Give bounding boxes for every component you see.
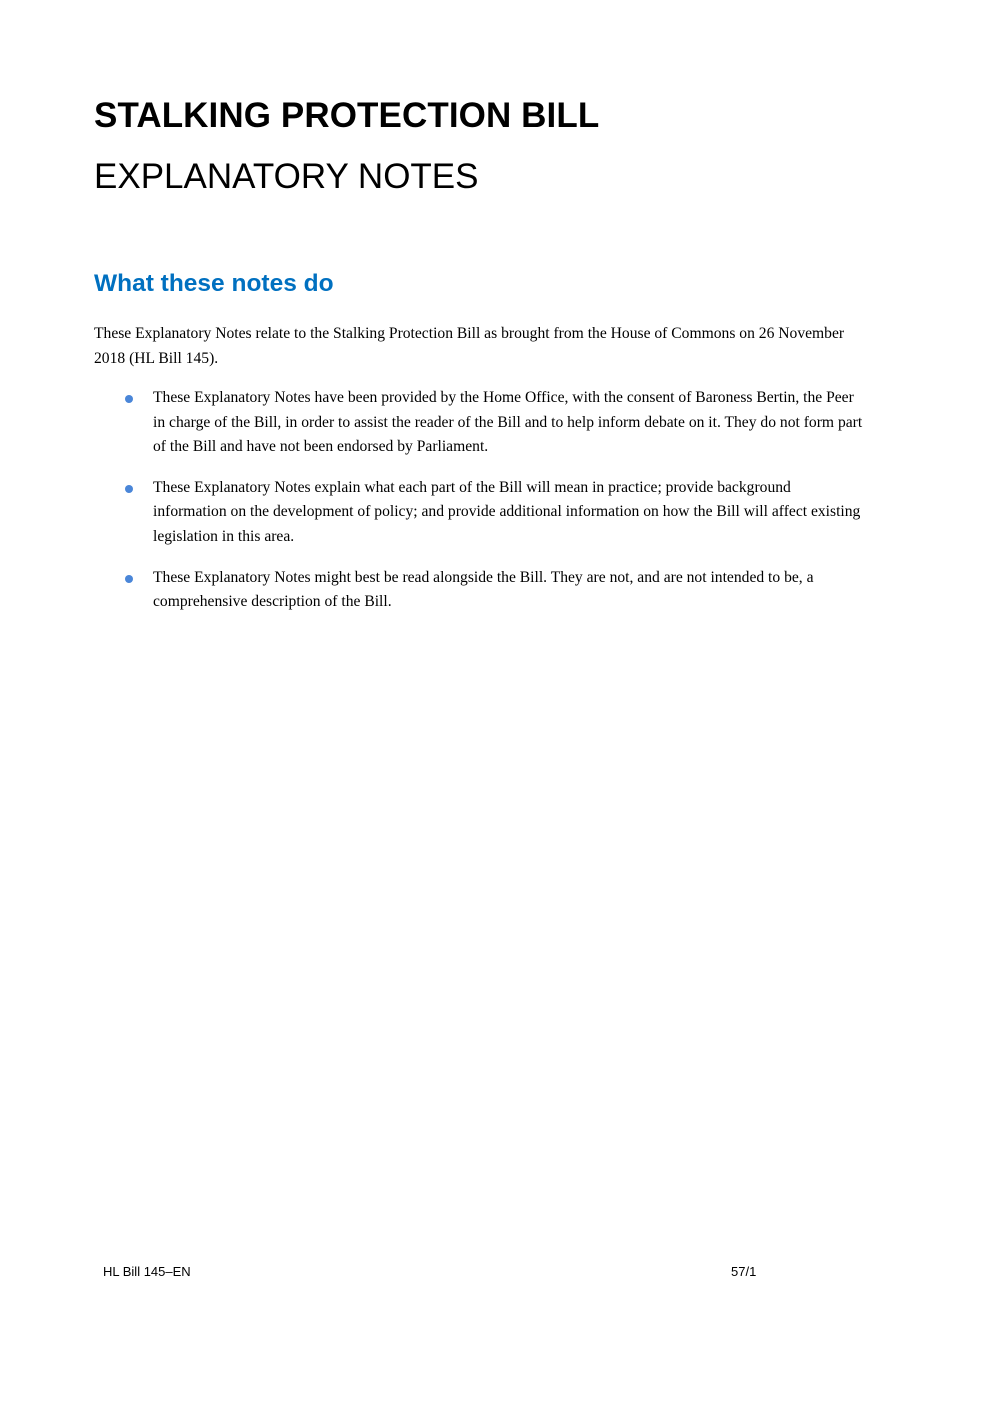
footer-bill-reference: HL Bill 145–EN [103,1264,191,1279]
bullet-list [94,386,864,631]
document-subtitle: EXPLANATORY NOTES [94,157,479,196]
bullet-dot-icon [125,395,133,403]
bullet-item [94,386,864,460]
bullet-dot-icon [125,485,133,493]
bullet-text: These Explanatory Notes might best be read alongside the Bill. They are not, and are not intended to be, a comprehensive description of the Bill. [153,568,814,611]
bullet-dot-icon [125,575,133,583]
bullet-text: These Explanatory Notes have been provided by the Home Office, with the consent of Baroness Bertin, the Peer in charge of the Bill, in order to assist the reader of the Bill and to help inform debate on it. They do not form part of the Bill and have not been endorsed by Parliament. [153,389,863,456]
intro-paragraph: These Explanatory Notes relate to the Stalking Protection Bill as brought from the House of Commons on 26 November 2018 (HL Bill 145). [94,325,845,367]
document-title: STALKING PROTECTION BILL [94,96,600,135]
section-heading: What these notes do [94,270,334,297]
bullet-text: These Explanatory Notes explain what each part of the Bill will mean in practice; provide background information on the development of policy; and provide additional information on how the Bill will affect existing legislation in this area. [153,478,861,545]
footer-page-reference: 57/1 [731,1264,757,1279]
bullet-item [94,566,864,615]
bullet-item [94,476,864,550]
